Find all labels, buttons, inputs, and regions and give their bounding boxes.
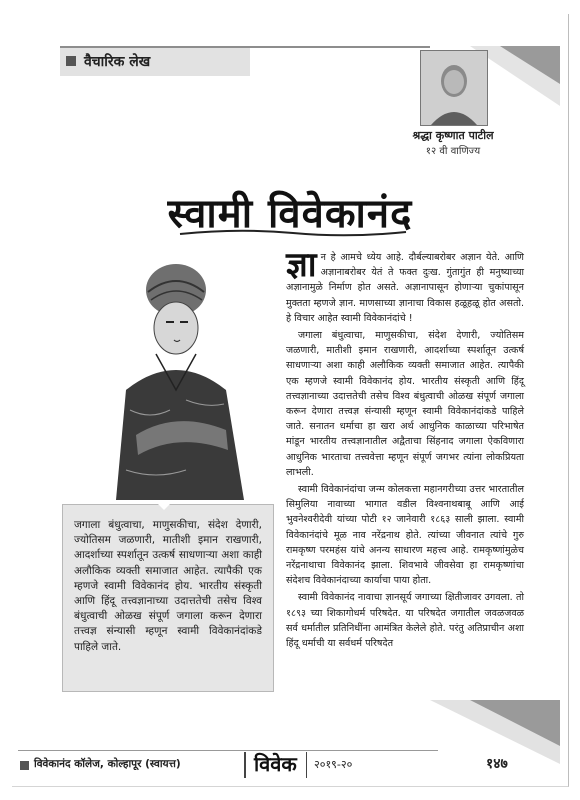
pull-quote-text: जगाला बंधुत्वाचा, माणुसकीचा, संदेश देणारी, ज्योतिसम जळणारी, मातीशी इमान राखणारी, आदर्शाच्या स्पर्शातून उत्कर्ष साधणाऱ्या अशा काही अलौकिक व्यक्ती समाजात आहेत. त्यापैकी एक म्हणजे स्वामी विवेकानंद होय. भारतीय संस्कृती आणि हिंदू तत्त्वज्ञानाच्या उदात्ततेची तसेच विश्व बंधुत्वाची ओळख संपूर्ण जगाला करून देणारा तत्त्वज्ञ संन्यासी म्हणून स्वामी विवेकानंदांकडे पाहिले जाते. (74, 519, 262, 653)
article-title: स्वामी विवेकानंद (167, 190, 413, 237)
title-flourish-decoration (178, 228, 408, 238)
author-photo (420, 50, 488, 126)
footer-college-name: विवेकानंद कॉलेज, कोल्हापूर (स्वायत्त) (34, 758, 181, 770)
footer-rule (18, 750, 438, 751)
body-paragraph-3: स्वामी विवेकानंदांचा जन्म कोलकत्ता महानगरीच्या उत्तर भारतातील सिमुलिया नावाच्या भागात वडील विश्वनाथबाबू आणि आई भुवनेश्वरीदेवी यांच्या पोटी १२ जानेवारी १८६३ साली झाला. स्वामी विवेकानंदांचे मूळ नाव नरेंद्रनाथ होते. त्यांच्या जीवनात त्यांचे गुरु रामकृष्ण परमहंस यांचे अनन्य साधारण महत्त्व आहे. रामकृष्णांमुळेच नरेंद्रनाथाचा विवेकानंद झाला. शिवभावे जीवसेवा हा रामकृष्णांचा संदेशच विवेकानंदाच्या कार्याचा पाया होता. (286, 484, 524, 587)
article-body (286, 245, 524, 653)
drop-cap: ज्ञा (286, 245, 317, 285)
author-name: श्रद्धा कृष्णात पाटील (412, 129, 494, 142)
footer-year: २०१९-२० (314, 758, 353, 771)
footer-separator (306, 752, 307, 778)
top-rule (250, 46, 430, 48)
body-paragraph-4: स्वामी विवेकानंद नावाचा ज्ञानसूर्य जगाच्या क्षितीजावर उगवला. तो १८९३ च्या शिकागोधर्म परिषदेत. या परिषदेत जगातील जवळजवळ सर्व धर्मातील प्रतिनिधींना आमंत्रित केलेले होते. परंतु अतिप्राचीन अशा हिंदू धर्माची या सर्वधर्म परिषदेत (286, 592, 524, 650)
body-paragraph-2: जगाला बंधुत्वाचा, माणुसकीचा, संदेश देणारी, ज्योतिसम जळणारी, मातीशी इमान राखणारी, आदर्शाच्या स्पर्शातून उत्कर्ष साधणाऱ्या अशा काही अलौकिक व्यक्ती समाजात आहेत. त्यापैकी एक म्हणजे स्वामी विवेकानंद होय. भारतीय संस्कृती आणि हिंदू तत्त्वज्ञानाच्या उदात्ततेची तसेच विश्व बंधुत्वाची ओळख संपूर्ण जगाला करून देणारा तत्त्वज्ञ संन्यासी म्हणून स्वामी विवेकानंदांकडे पाहिले जाते. सनातन धर्माचा हा खरा अर्थ आधुनिक काळाच्या परिभाषेत मांडून भारतीय तत्त्वज्ञानातील अद्वैताचा सिंहनाद जगाला ऐकविणारा आधुनिक भारताचा तत्त्ववेत्ता म्हणून संपूर्ण जगभर त्यांना लोकप्रियता लाभली. (286, 330, 524, 478)
section-square-icon (66, 56, 76, 66)
section-label: वैचारिक लेख (84, 54, 151, 70)
footer-separator (244, 752, 246, 778)
author-class: १२ वी वाणिज्य (425, 146, 481, 157)
section-header (60, 46, 250, 76)
footer-square-icon (20, 761, 29, 770)
footer-magazine-name: विवेक (254, 752, 297, 776)
portrait-illustration (96, 250, 272, 500)
paragraph-text: न हे आमचे ध्येय आहे. दौर्बल्याबरोबर अज्ञान येते. आणि अज्ञानाबरोबर येतं ते फक्त दुःख. गुंतागुंत ही मनुष्याच्या अज्ञानामुळे निर्माण होत असते. अज्ञानापासून होणाऱ्या चुकांपासून मुक्तता म्हणजे ज्ञान. माणसाच्या ज्ञानाचा विकास हळूहळू होत असतो. हे विचार आहेत स्वामी विवेकानंदांचे ! (286, 252, 524, 324)
page-number: १४७ (486, 756, 508, 772)
body-paragraph-1 (286, 245, 524, 326)
pull-quote-notch (154, 500, 174, 510)
